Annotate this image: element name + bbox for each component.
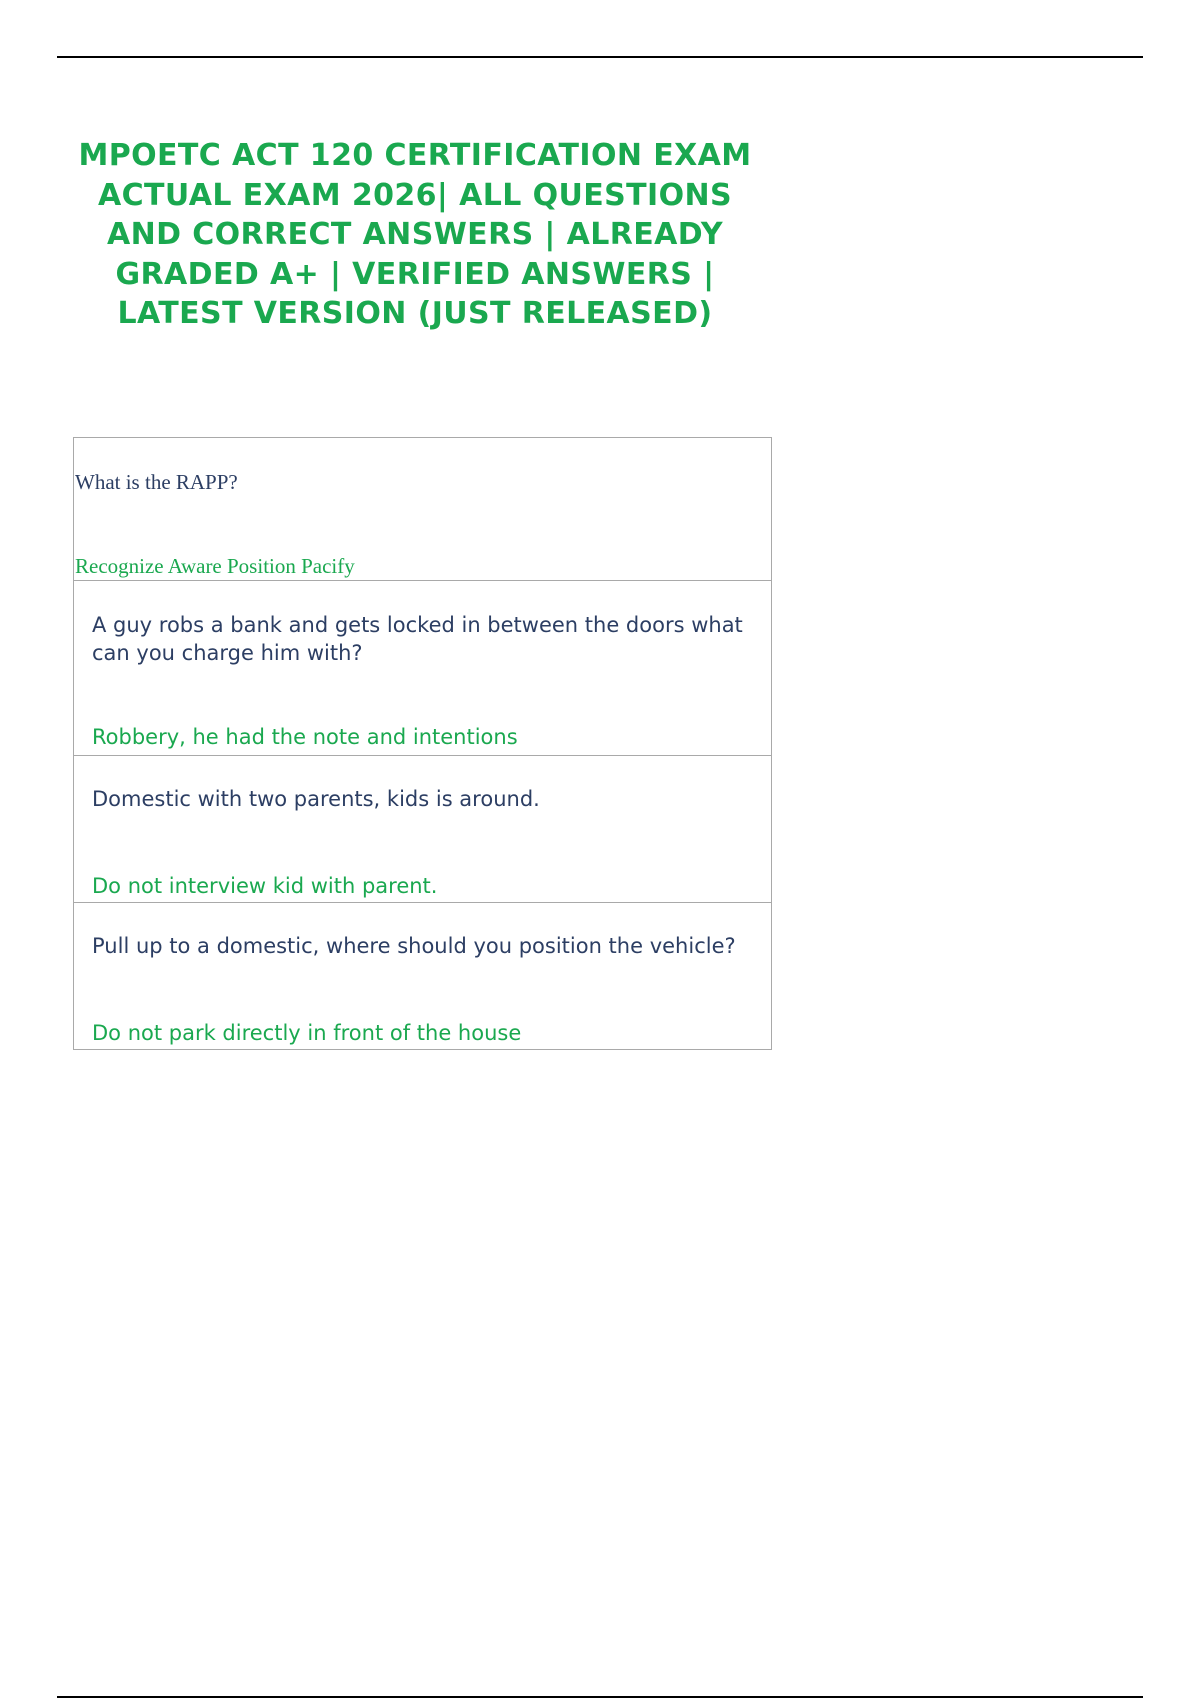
qa-cell (74, 903, 771, 1049)
question-text: Domestic with two parents, kids is around. (92, 787, 540, 811)
qa-cell (74, 438, 771, 580)
qa-row (74, 438, 772, 581)
qa-cell (74, 756, 771, 902)
qa-row (74, 756, 772, 903)
answer-text: Robbery, he had the note and intentions (92, 725, 518, 749)
qa-table (73, 437, 772, 1050)
answer-text: Do not park directly in front of the house (92, 1021, 522, 1045)
question-text: Pull up to a domestic, where should you position the vehicle? (92, 934, 736, 958)
footer-rule (57, 1696, 1143, 1698)
question-text: A guy robs a bank and gets locked in between the doors what can you charge him with? (92, 613, 743, 665)
qa-row (74, 581, 772, 756)
qa-cell (74, 581, 771, 755)
header-rule (57, 56, 1143, 58)
qa-row (74, 903, 772, 1050)
question-text: What is the RAPP? (75, 470, 238, 494)
document-title: MPOETC ACT 120 CERTIFICATION EXAM ACTUAL EXAM 2026| ALL QUESTIONS AND CORRECT ANSWERS | ALREADY GRADED A+ | VERIFIED ANSWERS | LATEST VERSION (JUST RELEASED) (78, 138, 752, 331)
answer-text: Recognize Aware Position Pacify (75, 554, 355, 578)
answer-text: Do not interview kid with parent. (92, 874, 438, 898)
